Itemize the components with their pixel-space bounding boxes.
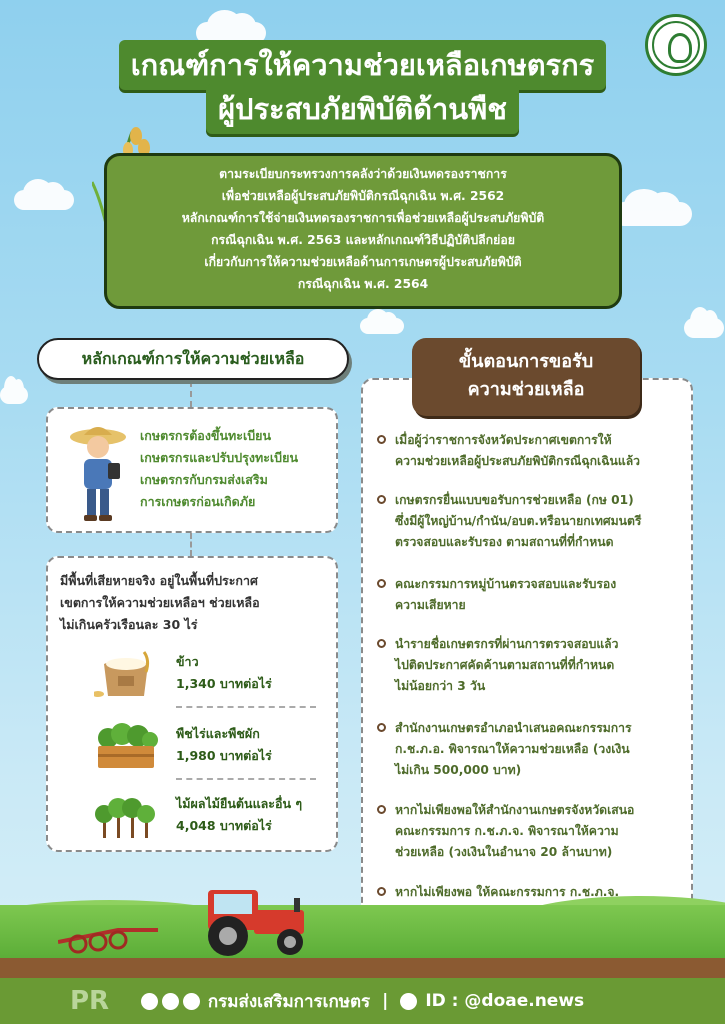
- compensation-box: [46, 556, 338, 852]
- social-icons: [141, 993, 200, 1010]
- step-item: [377, 574, 693, 616]
- step-item: [377, 430, 693, 472]
- fruit-trees-icon: [94, 792, 158, 840]
- crop-rice: [60, 646, 328, 704]
- cloud: [14, 190, 74, 210]
- step-text: เมื่อผู้ว่าราชการจังหวัดประกาศเขตการให้ ความช่วยเหลือผู้ประสบภัยพิบัติกรณีฉุกเฉินแล้ว: [395, 433, 640, 468]
- divider: [176, 706, 316, 708]
- crop-rate: 4,048 บาทต่อไร่: [176, 818, 272, 833]
- crop-rate: 1,340 บาทต่อไร่: [176, 676, 272, 691]
- step-item: [377, 634, 693, 697]
- crop-name: ข้าว: [176, 654, 199, 669]
- intro-line: ตามระเบียบกระทรวงการคลังว่าด้วยเงินทดรองราชการ: [219, 167, 507, 181]
- crop-name: พืชไร่และพืชผัก: [176, 726, 260, 741]
- steps-box: [361, 378, 693, 944]
- pr-logo: PR: [70, 986, 110, 1016]
- intro-box: [104, 153, 622, 309]
- footer: [0, 978, 725, 1024]
- organization-name: กรมส่งเสริมการเกษตร: [207, 991, 371, 1012]
- step-text: นำรายชื่อเกษตรกรที่ผ่านการตรวจสอบแล้ว ไปติดประกาศคัดค้านตามสถานที่ที่กำหนด ไม่น้อยกว่า 3 วัน: [395, 637, 619, 693]
- rice-sack-icon: [94, 650, 158, 698]
- cloud: [612, 202, 692, 226]
- connector-line: [190, 381, 192, 407]
- page-title-line1: เกณฑ์การให้ความช่วยเหลือเกษตรกร: [0, 40, 725, 90]
- bullet-icon: [377, 579, 386, 588]
- farmer-icon: [68, 419, 128, 524]
- cloud: [0, 386, 28, 404]
- crop-rate: 1,980 บาทต่อไร่: [176, 748, 272, 763]
- line-id-icon: [400, 993, 417, 1010]
- bullet-icon: [377, 435, 386, 444]
- footer-separator: |: [382, 991, 389, 1011]
- cloud: [684, 318, 724, 338]
- crop-fruit-trees: [60, 788, 328, 846]
- vegetable-crate-icon: [94, 722, 158, 770]
- intro-line: เพื่อช่วยเหลือผู้ประสบภัยพิบัติกรณีฉุกเฉิน พ.ศ. 2562: [221, 189, 505, 203]
- facebook-icon[interactable]: [141, 993, 158, 1010]
- bullet-icon: [377, 723, 386, 732]
- steps-heading: ขั้นตอนการขอรับ ความช่วยเหลือ: [412, 338, 640, 416]
- area-condition-text: มีพื้นที่เสียหายจริง อยู่ในพื้นที่ประกาศ เขตการให้ความช่วยเหลือฯ ช่วยเหลือ ไม่เกินครัวเรือนละ 30 ไร่: [60, 573, 260, 632]
- criteria-heading: หลักเกณฑ์การให้ความช่วยเหลือ: [37, 338, 349, 380]
- divider: [176, 778, 316, 780]
- intro-line: หลักเกณฑ์การใช้จ่ายเงินทดรองราชการเพื่อช่วยเหลือผู้ประสบภัยพิบัติ: [181, 211, 545, 225]
- step-item: [377, 718, 693, 781]
- step-text: สำนักงานเกษตรอำเภอนำเสนอคณะกรรมการ ก.ช.ภ.อ. พิจารณาให้ความช่วยเหลือ (วงเงิน ไม่เกิน 500,000 บาท): [395, 721, 632, 777]
- intro-line: กรณีฉุกเฉิน พ.ศ. 2564: [297, 277, 429, 291]
- intro-line: กรณีฉุกเฉิน พ.ศ. 2563 และหลักเกณฑ์วิธีปฏิบัติปลีกย่อย: [211, 233, 515, 247]
- crop-name: ไม้ผลไม้ยืนต้นและอื่น ๆ: [176, 796, 303, 811]
- step-text: หากไม่เพียงพอ ให้คณะกรรมการ ก.ช.ภ.จ.: [395, 885, 620, 899]
- bullet-icon: [377, 639, 386, 648]
- line-id[interactable]: ID : @doae.news: [425, 991, 585, 1011]
- twitter-icon[interactable]: [183, 993, 200, 1010]
- step-item: [377, 490, 693, 553]
- registration-text: เกษตรกรต้องขึ้นทะเบียน เกษตรกรและปรับปรุงทะเบียน เกษตรกรกับกรมส่งเสริม การเกษตรก่อนเกิดภัย: [140, 428, 298, 509]
- step-text: คณะกรรมการหมู่บ้านตรวจสอบและรับรอง ความเสียหาย: [395, 577, 617, 612]
- step-text: หากไม่เพียงพอให้สำนักงานเกษตรจังหวัดเสนอ คณะกรรมการ ก.ช.ภ.จ. พิจารณาให้ความ ช่วยเหลือ (วงเงินในอำนาจ 20 ล้านบาท): [395, 803, 635, 859]
- page-title-line2: ผู้ประสบภัยพิบัติด้านพืช: [0, 84, 725, 134]
- crop-vegetable: [60, 718, 328, 776]
- bullet-icon: [377, 495, 386, 504]
- intro-line: เกี่ยวกับการให้ความช่วยเหลือด้านการเกษตรผู้ประสบภัยพิบัติ: [204, 255, 522, 269]
- registration-box: [46, 407, 338, 533]
- bullet-icon: [377, 887, 386, 896]
- connector-line: [190, 533, 192, 556]
- step-text: เกษตรกรยื่นแบบขอรับการช่วยเหลือ (กษ 01) ซึ่งมีผู้ใหญ่บ้าน/กำนัน/อบต.หรือนายกเทศมนตรี ตรวจสอบและรับรอง ตามสถานที่ที่กำหนด: [395, 493, 642, 549]
- cloud: [360, 318, 404, 334]
- bullet-icon: [377, 805, 386, 814]
- tractor-icon: [58, 880, 318, 958]
- line-icon[interactable]: [162, 993, 179, 1010]
- step-item: [377, 800, 693, 863]
